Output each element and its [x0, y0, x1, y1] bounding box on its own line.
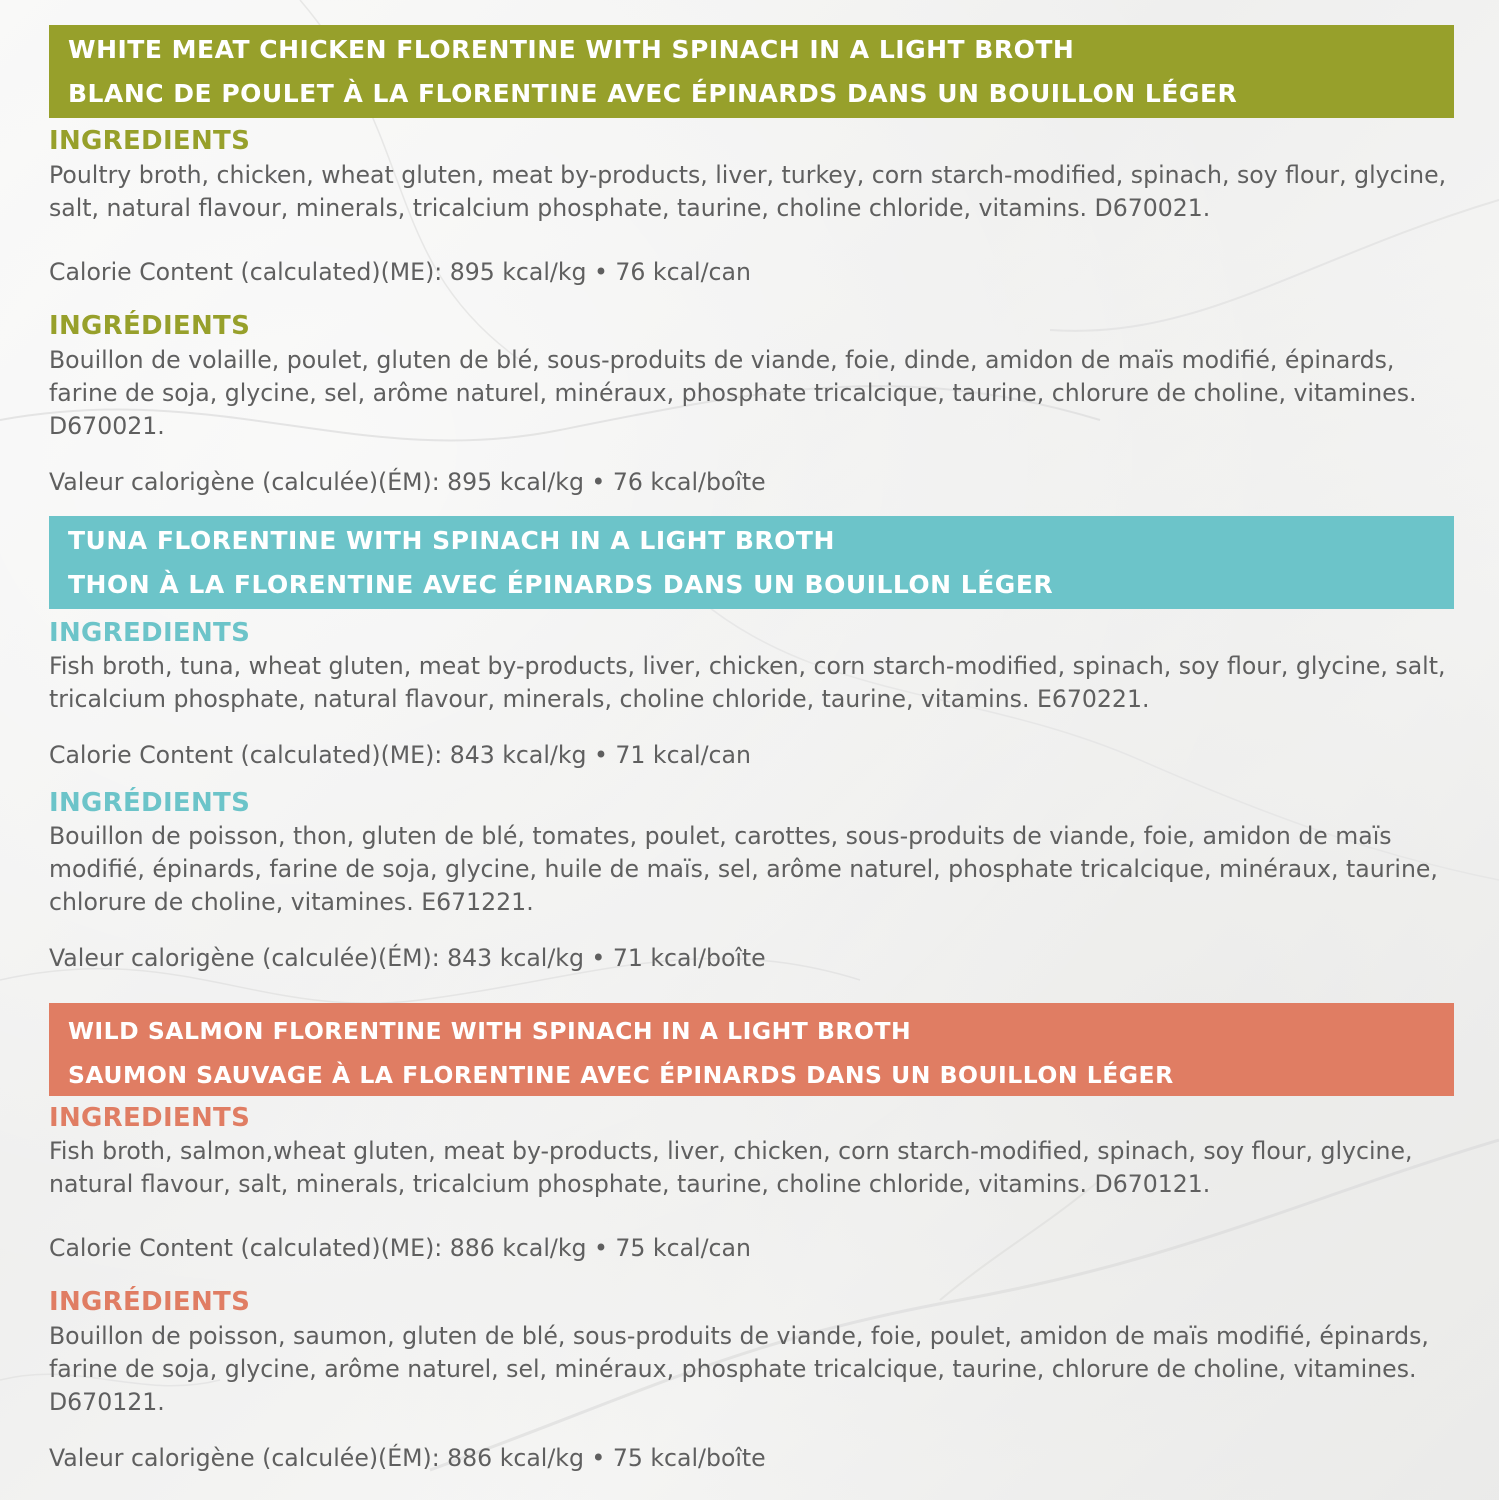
salmon-calorie-en: Calorie Content (calculated)(ME): 886 kcal/kg • 75 kcal/can — [49, 1234, 751, 1262]
chicken-title-fr: BLANC DE POULET À LA FLORENTINE AVEC ÉPINARDS DANS UN BOUILLON LÉGER — [68, 79, 1238, 108]
chicken-calorie-fr: Valeur calorigène (calculée)(ÉM): 895 kcal/kg • 76 kcal/boîte — [49, 468, 766, 496]
tuna-calorie-en: Calorie Content (calculated)(ME): 843 kcal/kg • 71 kcal/can — [49, 741, 751, 769]
salmon-ingredients-en: Fish broth, salmon,wheat gluten, meat by-products, liver, chicken, corn starch-modified, spinach, soy flour, glycine, natural flavour, salt, minerals, tricalcium phosphate, taurine, choline chloride, vitamins. D670121. — [49, 1137, 1413, 1198]
tuna-calorie-fr: Valeur calorigène (calculée)(ÉM): 843 kcal/kg • 71 kcal/boîte — [49, 944, 766, 972]
chicken-ingredients-heading-en: INGREDIENTS — [49, 126, 251, 156]
salmon-ingredients-fr: Bouillon de poisson, saumon, gluten de blé, sous-produits de viande, foie, poulet, amidon de maïs modifié, épinards, farine de soja, glycine, arôme naturel, sel, minéraux, phosphate tricalcique, taurine, chlorure de choline, vitamines. D670121. — [49, 1322, 1429, 1416]
tuna-ingredients-fr: Bouillon de poisson, thon, gluten de blé, tomates, poulet, carottes, sous-produits de viande, foie, amidon de maïs modifié, épinards, farine de soja, glycine, huile de maïs, sel, arôme naturel, phosphate tricalcique, minéraux, taurine, chlorure de choline, vitamines. E671221. — [49, 822, 1438, 916]
salmon-title-en: WILD SALMON FLORENTINE WITH SPINACH IN A LIGHT BROTH — [68, 1017, 912, 1045]
chicken-calorie-en: Calorie Content (calculated)(ME): 895 kcal/kg • 76 kcal/can — [49, 258, 751, 286]
chicken-ingredients-fr: Bouillon de volaille, poulet, gluten de blé, sous-produits de viande, foie, dinde, amidon de maïs modifié, épinards, farine de soja, glycine, sel, arôme naturel, minéraux, phosphate tricalcique, taurine, chlorure de choline, vitamines. D670021. — [49, 346, 1417, 440]
tuna-title-banner — [49, 516, 1454, 609]
salmon-ingredients-heading-fr: INGRÉDIENTS — [49, 1287, 251, 1317]
tuna-ingredients-en: Fish broth, tuna, wheat gluten, meat by-products, liver, chicken, corn starch-modified, spinach, soy flour, glycine, salt, tricalcium phosphate, natural flavour, minerals, choline chloride, taurine, vitamins. E670221. — [49, 652, 1446, 713]
chicken-title-banner — [49, 25, 1454, 118]
tuna-title-en: TUNA FLORENTINE WITH SPINACH IN A LIGHT BROTH — [68, 526, 835, 555]
chicken-title-en: WHITE MEAT CHICKEN FLORENTINE WITH SPINACH IN A LIGHT BROTH — [68, 35, 1075, 64]
salmon-title-banner — [49, 1003, 1454, 1096]
salmon-ingredients-heading-en: INGREDIENTS — [49, 1103, 251, 1133]
salmon-title-fr: SAUMON SAUVAGE À LA FLORENTINE AVEC ÉPINARDS DANS UN BOUILLON LÉGER — [68, 1061, 1174, 1089]
tuna-ingredients-heading-en: INGREDIENTS — [49, 618, 251, 648]
chicken-ingredients-heading-fr: INGRÉDIENTS — [49, 311, 251, 341]
tuna-title-fr: THON À LA FLORENTINE AVEC ÉPINARDS DANS UN BOUILLON LÉGER — [68, 570, 1054, 599]
chicken-ingredients-en: Poultry broth, chicken, wheat gluten, meat by-products, liver, turkey, corn starch-modified, spinach, soy flour, glycine, salt, natural flavour, minerals, tricalcium phosphate, taurine, choline chloride, vitamins. D670021. — [49, 161, 1447, 222]
salmon-calorie-fr: Valeur calorigène (calculée)(ÉM): 886 kcal/kg • 75 kcal/boîte — [49, 1444, 766, 1472]
tuna-ingredients-heading-fr: INGRÉDIENTS — [49, 788, 251, 818]
